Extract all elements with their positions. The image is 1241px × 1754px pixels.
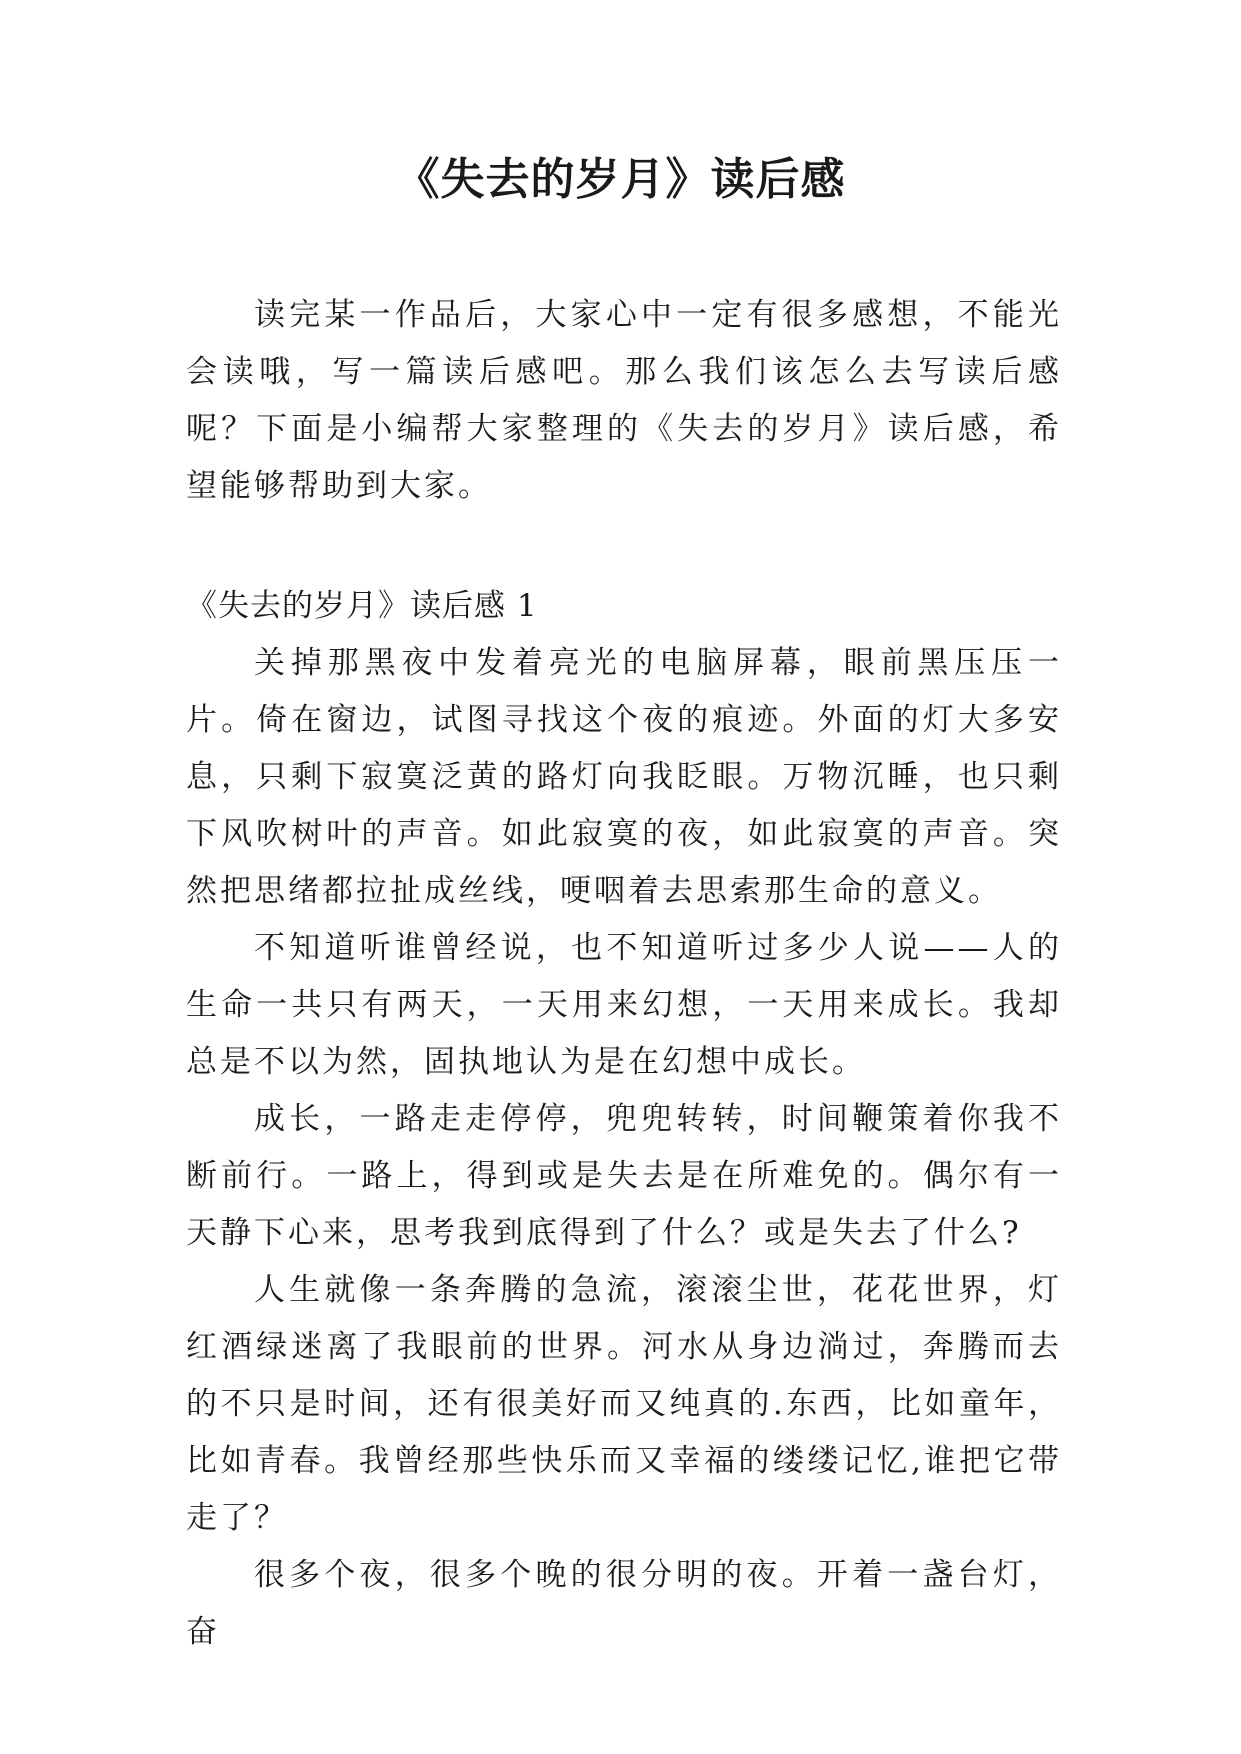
section-heading: 《失去的岁月》读后感 1: [186, 588, 538, 624]
paragraph: 不知道听谁曾经说，也不知道听过多少人说——人的生命一共只有两天，一天用来幻想，一天用来成长。我却总是不以为然，固执地认为是在幻想中成长。: [186, 930, 1062, 1080]
paragraph: 人生就像一条奔腾的急流，滚滚尘世，花花世界，灯红酒绿迷离了我眼前的世界。河水从身边淌过，奔腾而去的不只是时间，还有很美好而又纯真的.东西，比如童年，比如青春。我曾经那些快乐而又幸福的缕缕记忆,谁把它带走了？: [186, 1272, 1062, 1536]
paragraph: 关掉那黑夜中发着亮光的电脑屏幕，眼前黑压压一片。倚在窗边，试图寻找这个夜的痕迹。外面的灯大多安息，只剩下寂寞泛黄的路灯向我眨眼。万物沉睡，也只剩下风吹树叶的声音。如此寂寞的夜，如此寂寞的声音。突然把思绪都拉扯成丝线，哽咽着去思索那生命的意义。: [186, 645, 1062, 909]
document-title: 《失去的岁月》读后感: [395, 154, 846, 205]
paragraph: 很多个夜，很多个晚的很分明的夜。开着一盏台灯，奋: [186, 1557, 1062, 1650]
intro-paragraph: 读完某一作品后，大家心中一定有很多感想，不能光会读哦，写一篇读后感吧。那么我们该怎么去写读后感呢？下面是小编帮大家整理的《失去的岁月》读后感，希望能够帮助到大家。: [186, 297, 1062, 504]
article-body: [186, 635, 1062, 1661]
paragraph: 成长，一路走走停停，兜兜转转，时间鞭策着你我不断前行。一路上，得到或是失去是在所难免的。偶尔有一天静下心来，思考我到底得到了什么？或是失去了什么?: [186, 1101, 1062, 1251]
